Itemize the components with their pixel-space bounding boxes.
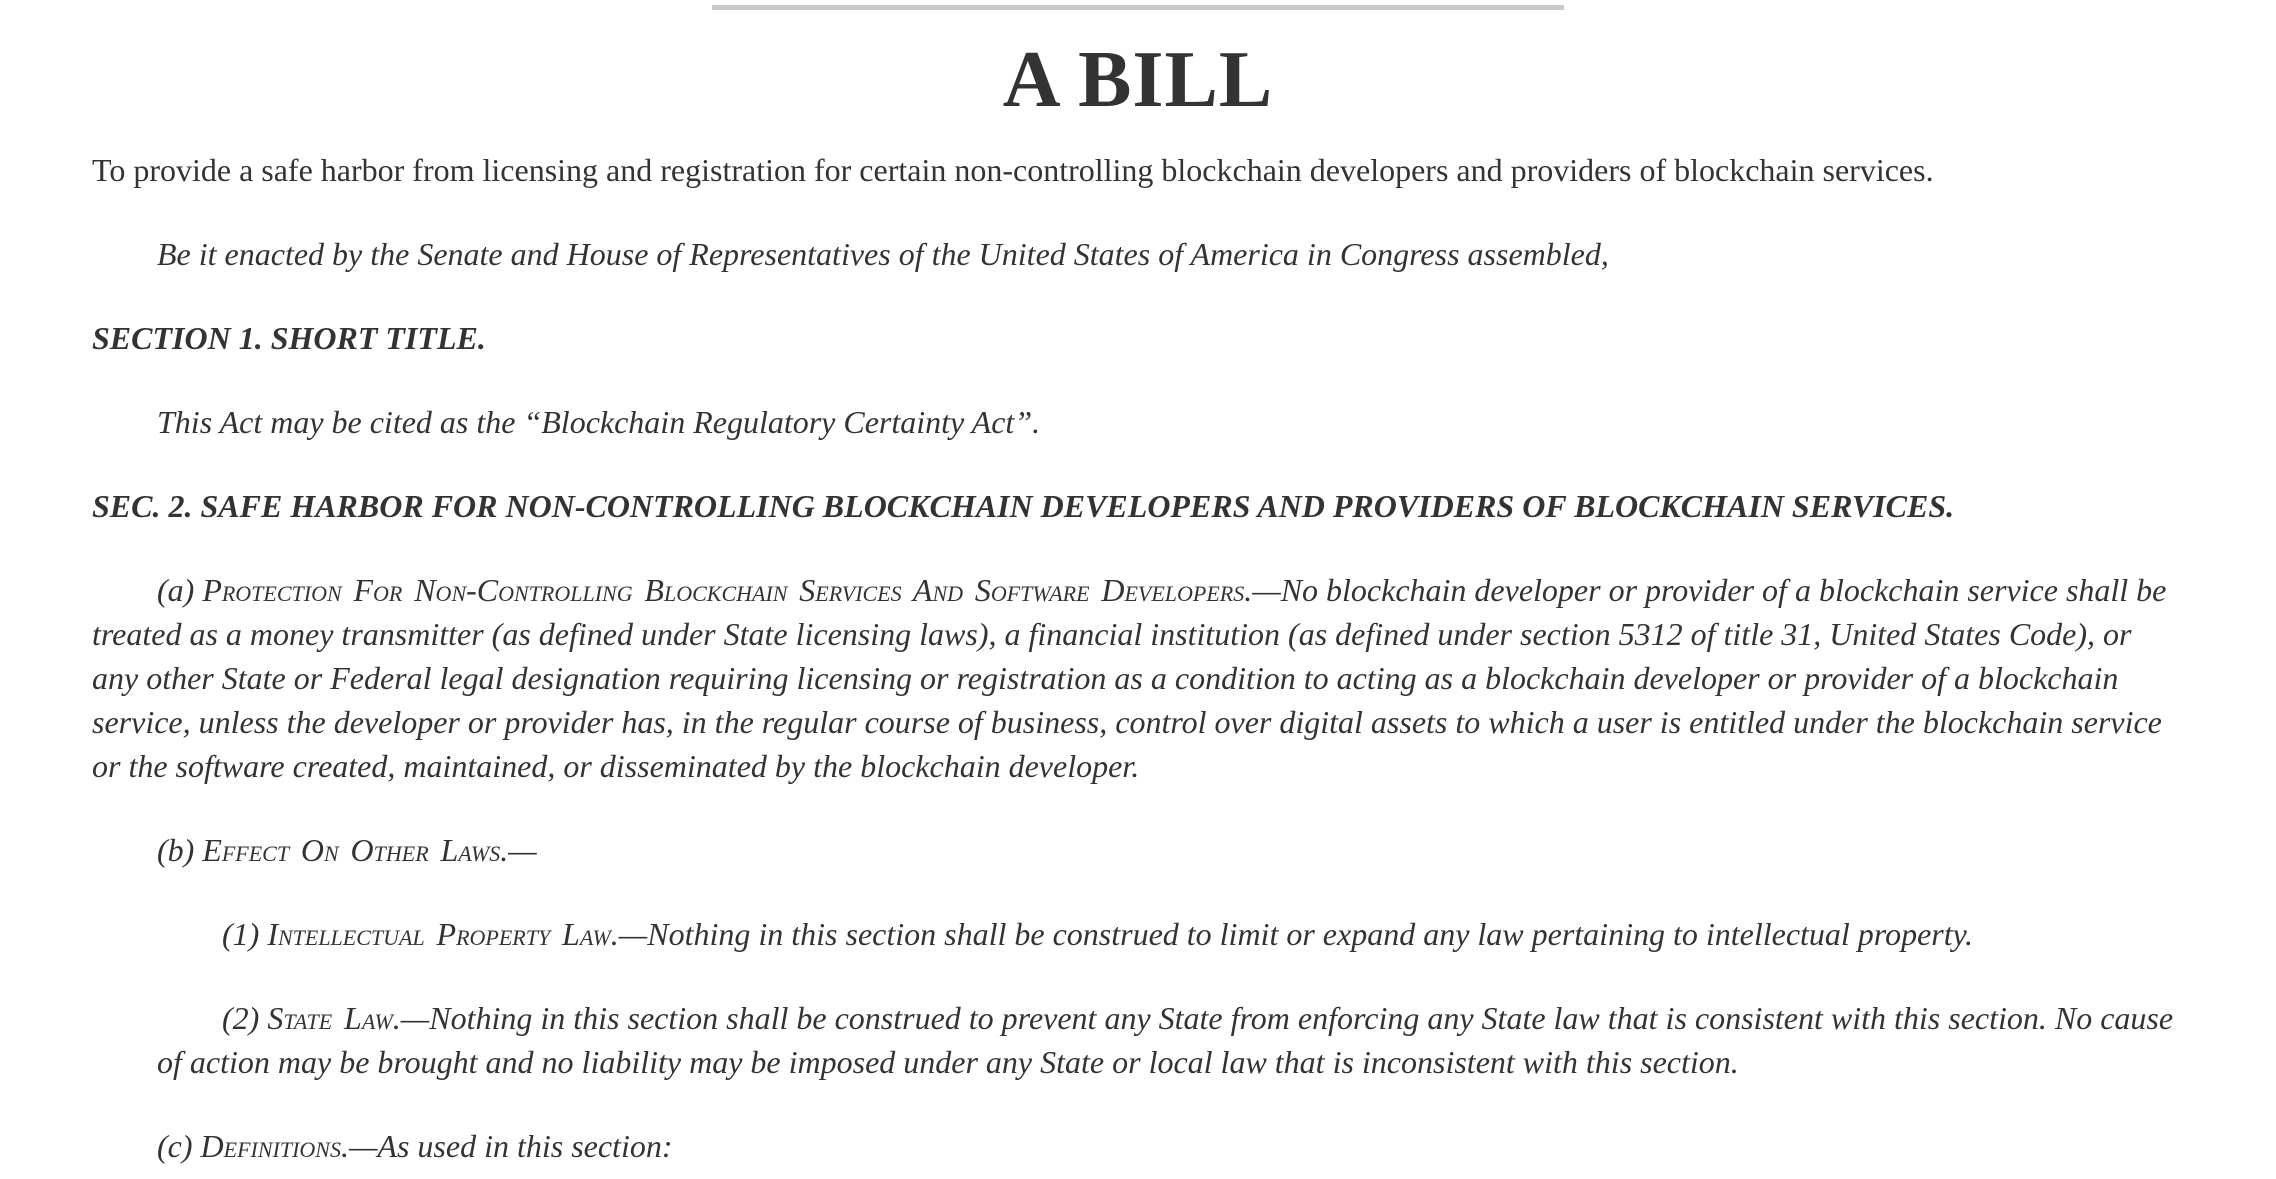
top-divider: [712, 5, 1564, 10]
paragraph-b1-heading: Intellectual Property Law: [267, 916, 611, 952]
subsection-c-text: As used in this section:: [377, 1128, 673, 1164]
paragraph-b2: [157, 996, 2184, 1084]
subsection-a-text: No blockchain developer or provider of a blockchain service shall be treated as a money transmitter (as defined under State licensing laws), a financial institution (as defined under section 5312 of title 31, United States Code), or any other State or Federal legal designation requiring licensing or registration as a condition to acting as a blockchain developer or provider of a blockchain service, unless the developer or provider has, in the regular course of business, control over digital assets to which a user is entitled under the blockchain service or the software created, maintained, or disseminated by the blockchain developer.: [92, 572, 2167, 784]
subsection-b-paragraph: [92, 828, 2184, 872]
subsection-b-label: (b): [157, 832, 203, 868]
section-1-heading: SECTION 1. SHORT TITLE.: [92, 320, 486, 356]
paragraph-b1-label: (1): [222, 916, 268, 952]
paragraph-b2-separator: .—: [392, 1000, 430, 1036]
subsection-c-paragraph: [92, 1124, 2184, 1168]
subsection-c-heading: Definitions: [200, 1128, 341, 1164]
paragraph-b2-label: (2): [222, 1000, 268, 1036]
subsection-a-paragraph: [92, 568, 2184, 788]
paragraph-b2-text: Nothing in this section shall be construed to prevent any State from enforcing any State law that is consistent with this section. No cause of action may be brought and no liability may be imposed under any State or local law that is inconsistent with this section.: [157, 1000, 2174, 1080]
paragraph-b1-text: Nothing in this section shall be construed to limit or expand any law pertaining to intellectual property.: [647, 916, 1974, 952]
subsection-a-heading: Protection For Non-Controlling Blockchain Services And Software Developers: [202, 572, 1245, 608]
section-2-heading: SEC. 2. SAFE HARBOR FOR NON-CONTROLLING BLOCKCHAIN DEVELOPERS AND PROVIDERS OF BLOCKCHAIN SERVICES.: [92, 488, 1955, 524]
paragraph-b1-separator: .—: [610, 916, 648, 952]
subsection-a-label: (a): [157, 572, 203, 608]
subsection-b-separator: .—: [500, 832, 537, 868]
paragraph-b1: [157, 912, 2184, 956]
subsection-c-label: (c): [157, 1128, 201, 1164]
paragraph-b2-heading: State Law: [267, 1000, 393, 1036]
long-title: To provide a safe harbor from licensing and registration for certain non-controlling blockchain developers and providers of blockchain services.: [92, 152, 1934, 188]
section-1-text: This Act may be cited as the “Blockchain Regulatory Certainty Act”.: [157, 404, 1041, 440]
enacting-clause: Be it enacted by the Senate and House of Representatives of the United States of America in Congress assembled,: [157, 236, 1609, 272]
subsection-a-separator: .—: [1244, 572, 1281, 608]
subsection-c-separator: .—: [340, 1128, 378, 1164]
bill-document: [0, 5, 2276, 1179]
bill-type-title: A BILL: [1002, 36, 1274, 124]
subsection-b-heading: Effect On Other Laws: [202, 832, 501, 868]
